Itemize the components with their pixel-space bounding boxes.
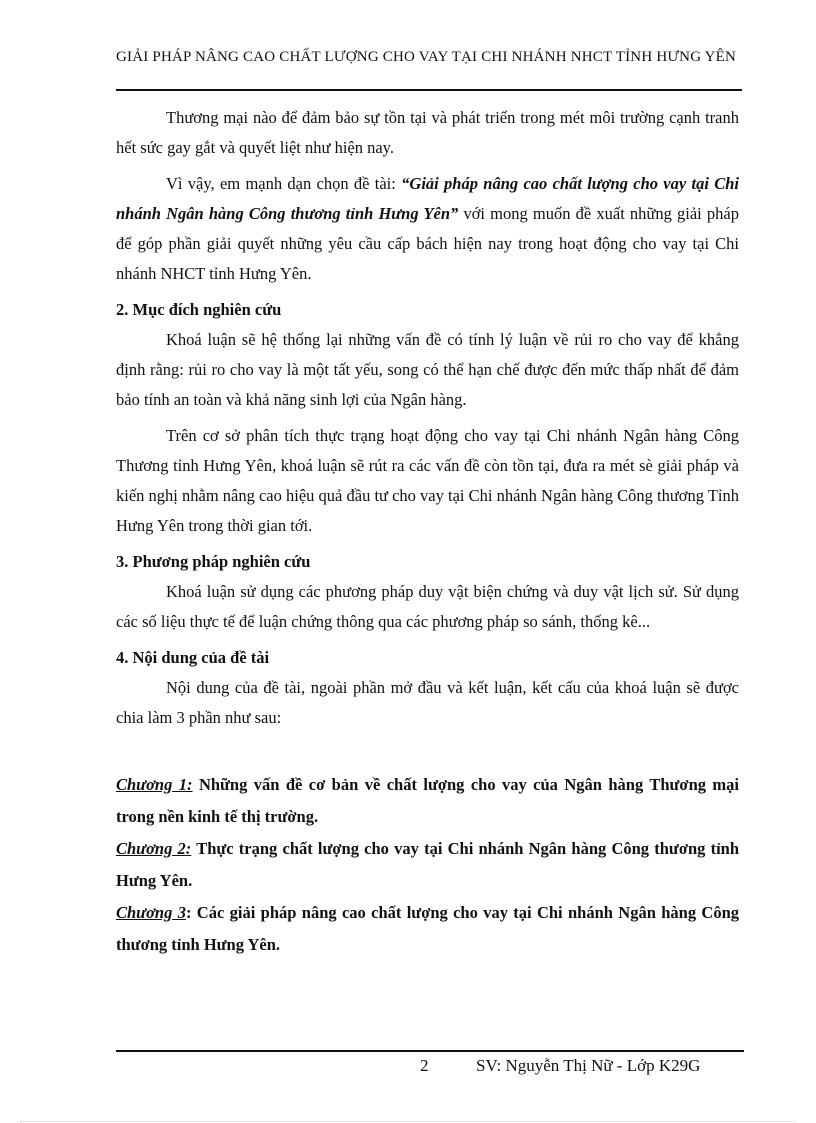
topic-intro: Vì vậy, em mạnh dạn chọn đề tài: (166, 174, 402, 193)
chapter-item (116, 833, 739, 897)
chapter-item (116, 769, 739, 833)
section-heading-content: 4. Nội dung của đề tài (116, 648, 270, 667)
body-text (116, 103, 739, 961)
chapter-title: Các giải pháp nâng cao chất lượng cho vay tại Chi nhánh Ngân hàng Công thương tỉnh Hưng Yên. (116, 903, 740, 954)
paragraph-context: Thương mại nào để đảm bảo sự tồn tại và phát triển trong mét môi trường cạnh tranh hết sức gay gắt và quyết liệt như hiện nay. (116, 108, 739, 157)
section-heading-method: 3. Phương pháp nghiên cứu (116, 552, 311, 571)
section-heading-purpose: 2. Mục đích nghiên cứu (116, 300, 282, 319)
paragraph-content: Nội dung của đề tài, ngoài phần mở đầu và kết luận, kết cấu của khoá luận sẽ được chia làm 3 phần như sau: (116, 678, 739, 727)
chapter-title: Thực trạng chất lượng cho vay tại Chi nhánh Ngân hàng Công thương tỉnh Hưng Yên. (116, 839, 740, 890)
paragraph-purpose-2: Trên cơ sở phân tích thực trạng hoạt động cho vay tại Chi nhánh Ngân hàng Công Thương tỉnh Hưng Yên, khoá luận sẽ rút ra các vấn đề còn tồn tại, đưa ra mét sè giải pháp và kiến nghị nhằm nâng cao hiệu quả đầu tư cho vay tại Chi nhánh Ngân hàng Công thương Tỉnh Hưng Yên trong thời gian tới. (116, 426, 739, 535)
chapter-item (116, 897, 739, 961)
topic-purpose: với mong muốn đề xuất những giải pháp để góp phần giải quyết những yêu cầu cấp bách hiện nay trong hoạt động cho vay tại Chi nhánh NHCT tỉnh Hưng Yên. (116, 204, 739, 283)
footer-student-info: SV: Nguyễn Thị Nữ - Lớp K29G (476, 1056, 701, 1075)
chapter-label: Chương 3 (116, 903, 186, 922)
paragraph-method: Khoá luận sử dụng các phương pháp duy vật biện chứng và duy vật lịch sử. Sử dụng các số liệu thực tế để luận chứng thông qua các phương pháp so sánh, thống kê... (116, 582, 739, 631)
page-edge-dotted-line (20, 1121, 796, 1122)
paragraph-topic (116, 169, 739, 289)
topic-title: “Giải pháp nâng cao chất lượng cho vay tại Chi nhánh Ngân hàng Công thương tỉnh Hưng Yên” (116, 174, 739, 223)
chapter-separator: : (185, 903, 197, 922)
footer-divider (116, 1050, 744, 1052)
chapter-label: Chương 2: (116, 839, 192, 858)
chapter-title: Những vấn đề cơ bản về chất lượng cho vay của Ngân hàng Thương mại trong nền kinh tế thị trường. (116, 775, 739, 826)
chapter-label: Chương 1: (116, 775, 193, 794)
chapter-list (116, 769, 739, 961)
page-number: 2 (420, 1056, 429, 1075)
running-header-title: GIẢI PHÁP NÂNG CAO CHẤT LƯỢNG CHO VAY TẠI CHI NHÁNH NHCT TỈNH HƯNG YÊN (116, 49, 737, 65)
header-divider (116, 89, 742, 91)
paragraph-purpose-1: Khoá luận sẽ hệ thống lại những vấn đề có tính lý luận về rủi ro cho vay để khẳng định rằng: rủi ro cho vay là một tất yếu, song có thể hạn chế được đến mức thấp nhất để đảm bảo tính an toàn và khả năng sinh lợi của Ngân hàng. (116, 330, 739, 409)
